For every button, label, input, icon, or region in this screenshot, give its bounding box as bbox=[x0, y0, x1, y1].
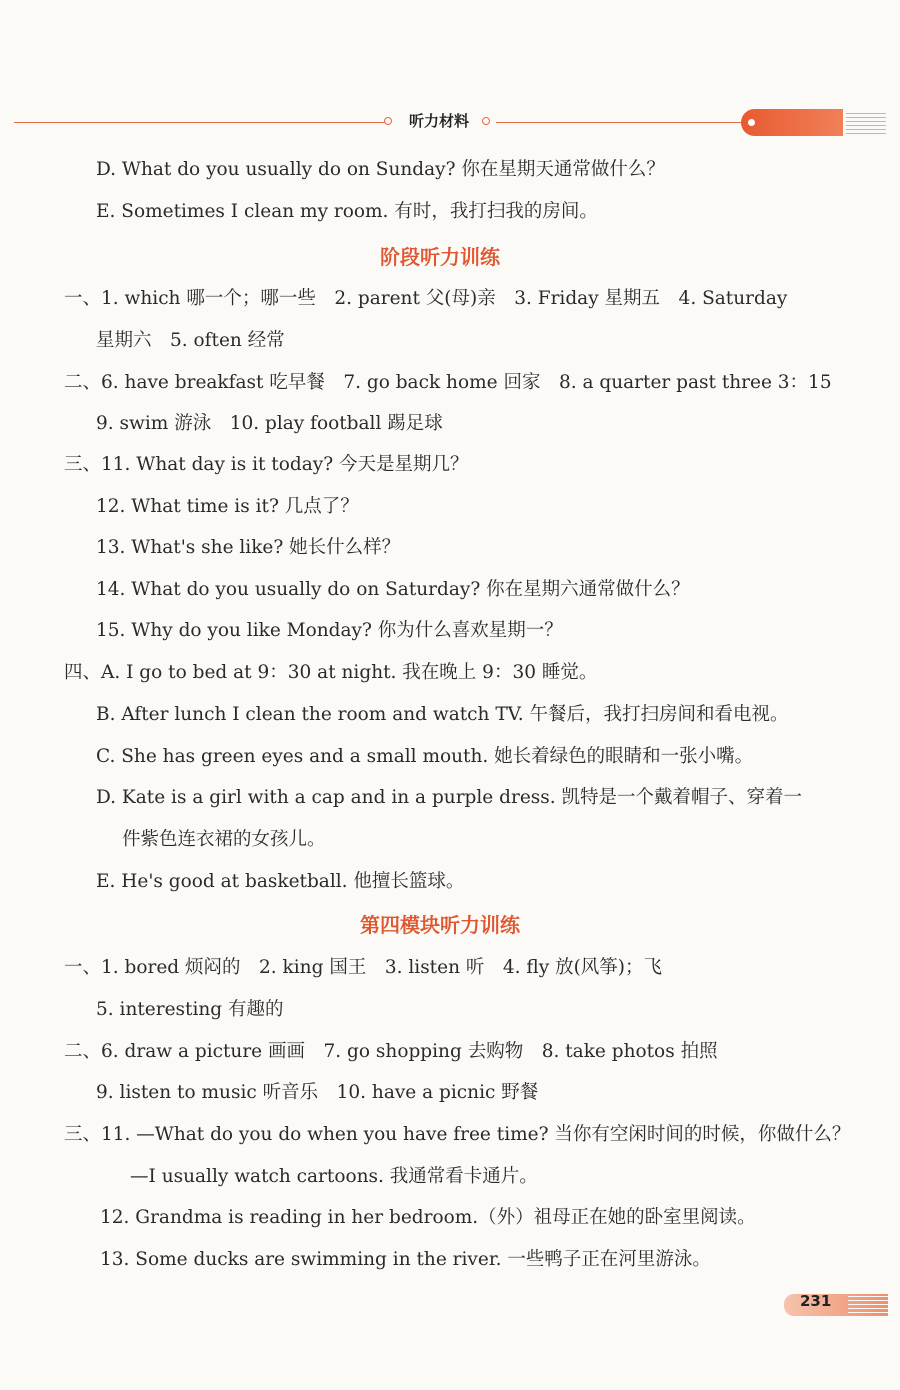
header-title: 听力材料 bbox=[408, 112, 469, 130]
section-title: 阶段听力训练 bbox=[380, 245, 500, 269]
text-line: 四、A. I go to bed at 9：30 at night. 我在晚上 9：30 睡觉。 bbox=[64, 662, 598, 683]
text-line: E. Sometimes I clean my room. 有时，我打扫我的房间。 bbox=[96, 201, 598, 222]
text-line: E. He's good at basketball. 他擅长篮球。 bbox=[96, 871, 465, 892]
text-line: —I usually watch cartoons. 我通常看卡通片。 bbox=[130, 1166, 538, 1187]
section-title: 第四模块听力训练 bbox=[360, 913, 520, 937]
text-line: 15. Why do you like Monday? 你为什么喜欢星期一？ bbox=[96, 620, 563, 641]
header-dot-right bbox=[482, 117, 490, 125]
text-line: 三、11. —What do you do when you have free time? 当你有空闲时间的时候，你做什么？ bbox=[64, 1124, 851, 1145]
text-line: 件紫色连衣裙的女孩儿。 bbox=[122, 829, 326, 850]
text-line: 二、6. draw a picture 画画 7. go shopping 去购物 8. take photos 拍照 bbox=[64, 1041, 718, 1062]
header-stripes bbox=[846, 113, 886, 135]
text-line: C. She has green eyes and a small mouth. 她长着绿色的眼睛和一张小嘴。 bbox=[96, 746, 754, 767]
text-line: 三、11. What day is it today? 今天是星期几？ bbox=[64, 454, 469, 475]
footer-stripes bbox=[848, 1296, 888, 1314]
text-line: 9. swim 游泳 10. play football 踢足球 bbox=[96, 413, 443, 434]
text-line: 12. Grandma is reading in her bedroom.（外）祖母正在她的卧室里阅读。 bbox=[100, 1207, 756, 1228]
text-line: 一、1. bored 烦闷的 2. king 国王 3. listen 听 4. fly 放(风筝)；飞 bbox=[64, 957, 662, 978]
header-rule-right bbox=[496, 122, 744, 123]
text-line: B. After lunch I clean the room and watch TV. 午餐后，我打扫房间和看电视。 bbox=[96, 704, 789, 725]
header-tab bbox=[741, 109, 843, 136]
text-line: 13. Some ducks are swimming in the river. 一些鸭子正在河里游泳。 bbox=[100, 1249, 711, 1270]
text-line: 14. What do you usually do on Saturday? 你在星期六通常做什么？ bbox=[96, 579, 690, 600]
page-number: 231 bbox=[800, 1292, 832, 1310]
text-line: 13. What's she like? 她长什么样？ bbox=[96, 537, 401, 558]
text-line: 二、6. have breakfast 吃早餐 7. go back home 回家 8. a quarter past three 3：15 bbox=[64, 372, 832, 393]
text-line: 5. interesting 有趣的 bbox=[96, 999, 284, 1020]
header-dot-left bbox=[384, 117, 392, 125]
text-line: D. Kate is a girl with a cap and in a purple dress. 凯特是一个戴着帽子、穿着一 bbox=[96, 787, 803, 808]
text-line: 星期六 5. often 经常 bbox=[96, 330, 285, 351]
header-rule-left bbox=[14, 122, 386, 123]
text-line: 12. What time is it? 几点了？ bbox=[96, 496, 359, 517]
text-line: 9. listen to music 听音乐 10. have a picnic 野餐 bbox=[96, 1082, 539, 1103]
header-tab-dot bbox=[748, 119, 755, 126]
text-line: D. What do you usually do on Sunday? 你在星期天通常做什么？ bbox=[96, 159, 665, 180]
text-line: 一、1. which 哪一个；哪一些 2. parent 父(母)亲 3. Friday 星期五 4. Saturday bbox=[64, 288, 788, 309]
